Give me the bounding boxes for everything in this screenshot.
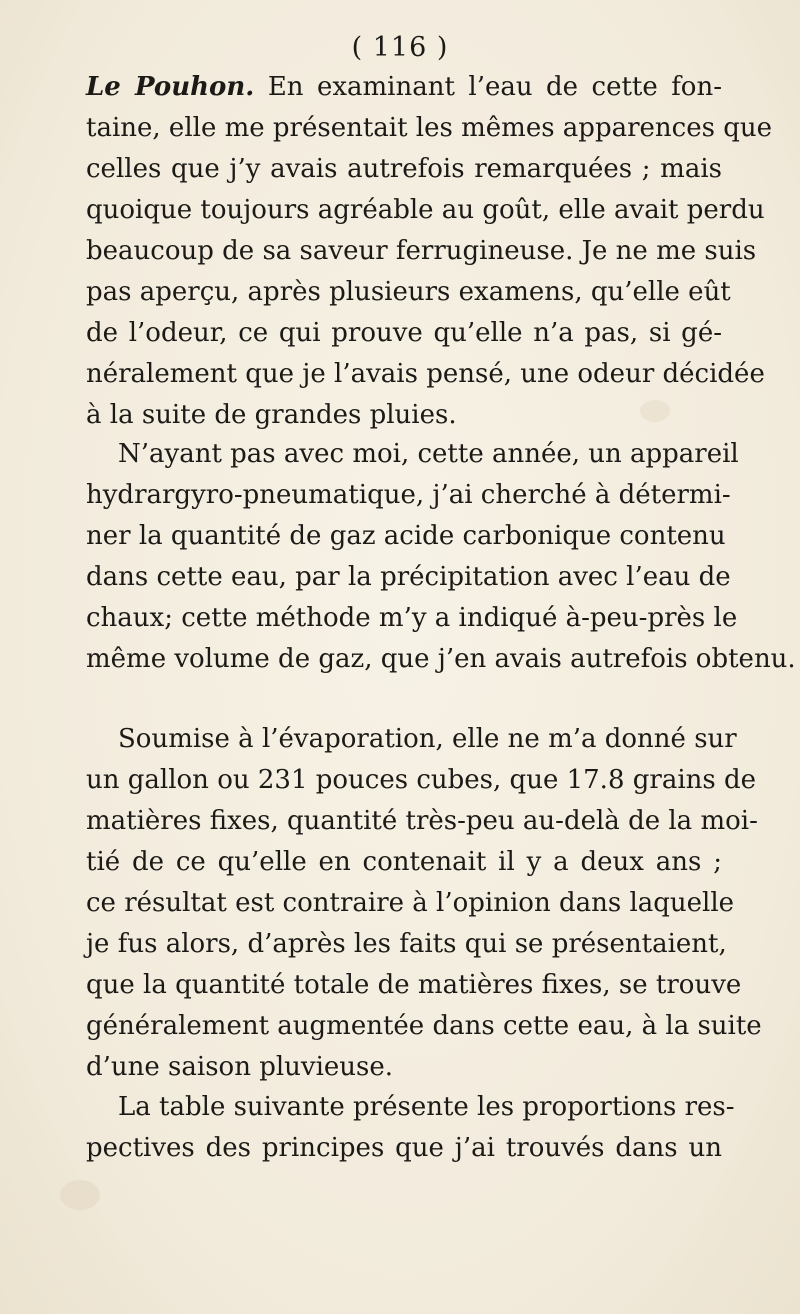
text-line: à la suite de grandes pluies. [86,400,457,430]
paragraph-3 [86,719,762,1088]
text-line: pectives des principes que j’ai trouvés dans un [86,1133,722,1163]
text-line: chaux; cette méthode m’y a indiqué à-peu-près le [86,603,738,633]
text-line: de l’odeur, ce qui prouve qu’elle n’a pas, si gé- [86,318,722,348]
paper-stain [60,1180,100,1210]
text-line: taine, elle me présentait les mêmes apparences que [86,113,772,143]
text-line: N’ayant pas avec moi, cette année, un appareil [118,439,739,469]
text-line: Soumise à l’évaporation, elle ne m’a donné sur [118,724,737,754]
text-line: ner la quantité de gaz acide carbonique contenu [86,521,726,551]
place-name: Le Pouhon. [86,72,255,102]
text-line: ce résultat est contraire à l’opinion dans laquelle [86,888,735,918]
text-line: néralement que je l’avais pensé, une odeur décidée [86,359,765,389]
text-line: Le Pouhon. En examinant l’eau de cette fon- [86,72,722,102]
text-line: La table suivante présente les proportions res- [118,1092,735,1122]
text-line: beaucoup de sa saveur ferrugineuse. Je ne me suis [86,236,757,266]
text-line: je fus alors, d’après les faits qui se présentaient, [86,929,727,959]
text-line: celles que j’y avais autrefois remarquées ; mais [86,154,722,184]
text-line: généralement augmentée dans cette eau, à la suite [86,1011,762,1041]
paragraph-4 [86,1087,735,1169]
text-line: dans cette eau, par la précipitation avec l’eau de [86,562,731,592]
page-number: ( 116 ) [351,32,449,63]
text-line: pas aperçu, après plusieurs examens, qu’elle eût [86,277,731,307]
text-line: un gallon ou 231 pouces cubes, que 17.8 grains de [86,765,757,795]
text-line: tié de ce qu’elle en contenait il y a deux ans ; [86,847,722,877]
paragraph-1 [86,67,772,436]
paragraph-2 [86,434,796,680]
text-line: quoique toujours agréable au goût, elle avait perdu [86,195,765,225]
text-line: que la quantité totale de matières fixes, se trouve [86,970,742,1000]
text-line: matières fixes, quantité très-peu au-delà de la moi- [86,806,758,836]
text-line: d’une saison pluvieuse. [86,1052,394,1082]
text-line: même volume de gaz, que j’en avais autrefois obtenu. [86,644,796,674]
text-line: hydrargyro-pneumatique, j’ai cherché à détermi- [86,480,731,510]
